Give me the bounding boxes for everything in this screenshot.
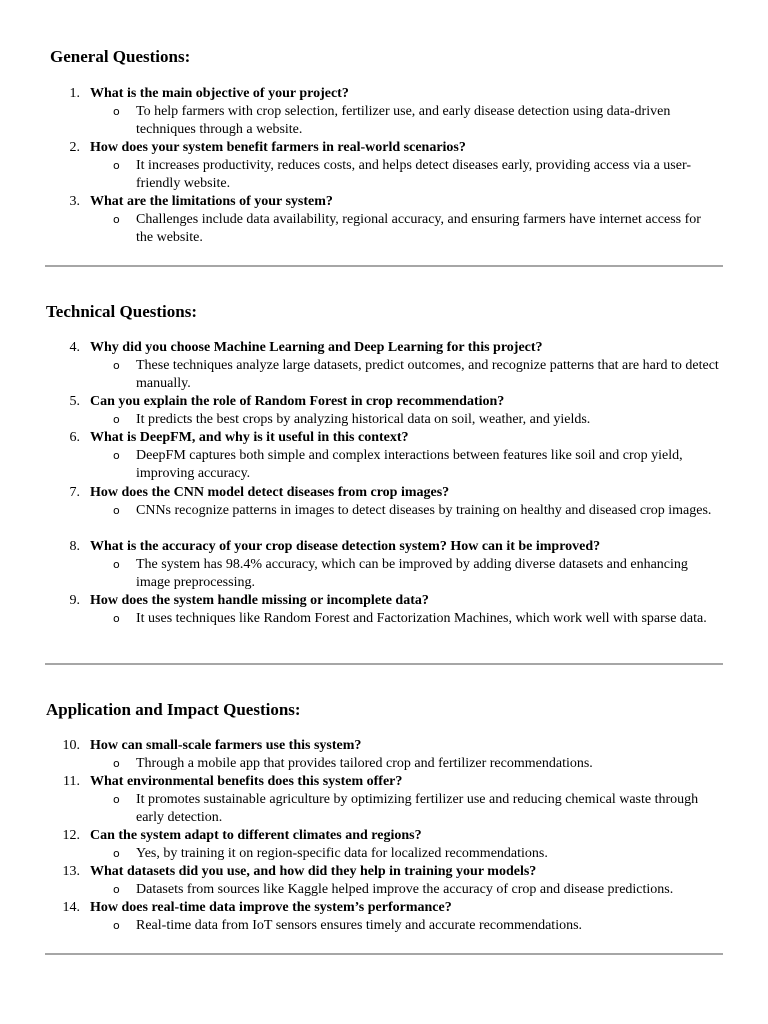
bullet-icon: o: [113, 449, 120, 462]
question-number: 12.: [62, 828, 80, 843]
question-text: What are the limitations of your system?: [90, 194, 333, 209]
question-number: 5.: [69, 394, 80, 409]
question-number: 3.: [69, 194, 80, 209]
answer-text: Challenges include data availability, regional accuracy, and ensuring farmers have internet access for the website.: [136, 212, 701, 246]
bullet-icon: o: [113, 793, 120, 806]
question-text: What is the accuracy of your crop disease detection system? How can it be improved?: [90, 539, 601, 554]
section-title-technical: Technical Questions:: [46, 302, 197, 321]
section-divider: [45, 663, 723, 665]
answer-text: It increases productivity, reduces costs, and helps detect diseases early, providing access via a user-friendly website.: [136, 158, 691, 192]
question-text: Why did you choose Machine Learning and Deep Learning for this project?: [90, 340, 543, 355]
question-text: What is DeepFM, and why is it useful in this context?: [90, 430, 409, 445]
question-number: 1.: [69, 86, 80, 101]
question-text: What is the main objective of your project?: [90, 86, 349, 101]
answer-text: Datasets from sources like Kaggle helped improve the accuracy of crop and disease predictions.: [136, 882, 674, 897]
section-divider: [45, 265, 723, 267]
question-number: 2.: [69, 140, 80, 155]
question-text: What environmental benefits does this system offer?: [90, 774, 403, 789]
bullet-icon: o: [113, 105, 120, 118]
bullet-icon: o: [113, 413, 120, 426]
question-number: 7.: [69, 485, 80, 500]
bullet-icon: o: [113, 847, 120, 860]
section-divider: [45, 953, 723, 955]
answer-text: The system has 98.4% accuracy, which can be improved by adding diverse datasets and enhancing image preprocessing.: [136, 557, 688, 591]
bullet-icon: o: [113, 359, 120, 372]
bullet-icon: o: [113, 558, 120, 571]
answer-text: Yes, by training it on region-specific data for localized recommendations.: [136, 846, 548, 861]
question-text: How does the CNN model detect diseases from crop images?: [90, 485, 450, 500]
question-number: 14.: [62, 900, 80, 915]
bullet-icon: o: [113, 504, 120, 517]
question-number: 6.: [69, 430, 80, 445]
bullet-icon: o: [113, 883, 120, 896]
question-number: 4.: [69, 340, 80, 355]
answer-text: These techniques analyze large datasets, predict outcomes, and recognize patterns that are hard to detect manually.: [136, 358, 719, 392]
answer-text: It uses techniques like Random Forest and Factorization Machines, which work well with sparse data.: [136, 611, 707, 626]
answer-text: DeepFM captures both simple and complex interactions between features like soil and crop yield, improving accuracy.: [136, 448, 683, 482]
question-text: What datasets did you use, and how did they help in training your models?: [90, 864, 537, 879]
answer-text: Real-time data from IoT sensors ensures timely and accurate recommendations.: [136, 918, 583, 933]
section-title-application: Application and Impact Questions:: [46, 700, 301, 719]
answer-text: CNNs recognize patterns in images to detect diseases by training on healthy and diseased crop images.: [136, 503, 712, 518]
question-text: How does your system benefit farmers in real-world scenarios?: [90, 140, 466, 155]
question-text: How does the system handle missing or incomplete data?: [90, 593, 429, 608]
answer-text: It predicts the best crops by analyzing historical data on soil, weather, and yields.: [136, 412, 591, 427]
section-title-general: General Questions:: [50, 47, 191, 66]
question-number: 13.: [62, 864, 80, 879]
bullet-icon: o: [113, 919, 120, 932]
question-text: How can small-scale farmers use this system?: [90, 738, 362, 753]
question-text: How does real-time data improve the system’s performance?: [90, 900, 452, 915]
question-text: Can the system adapt to different climates and regions?: [90, 828, 422, 843]
answer-text: It promotes sustainable agriculture by optimizing fertilizer use and reducing chemical waste through early detection.: [136, 792, 699, 826]
answer-text: To help farmers with crop selection, fertilizer use, and early disease detection using data-driven techniques through a website.: [136, 104, 671, 138]
answer-text: Through a mobile app that provides tailored crop and fertilizer recommendations.: [136, 756, 593, 771]
question-text: Can you explain the role of Random Forest in crop recommendation?: [90, 394, 505, 409]
bullet-icon: o: [113, 757, 120, 770]
bullet-icon: o: [113, 612, 120, 625]
question-number: 10.: [62, 738, 80, 753]
question-number: 8.: [69, 539, 80, 554]
question-number: 9.: [69, 593, 80, 608]
bullet-icon: o: [113, 213, 120, 226]
question-number: 11.: [63, 774, 80, 789]
bullet-icon: o: [113, 159, 120, 172]
